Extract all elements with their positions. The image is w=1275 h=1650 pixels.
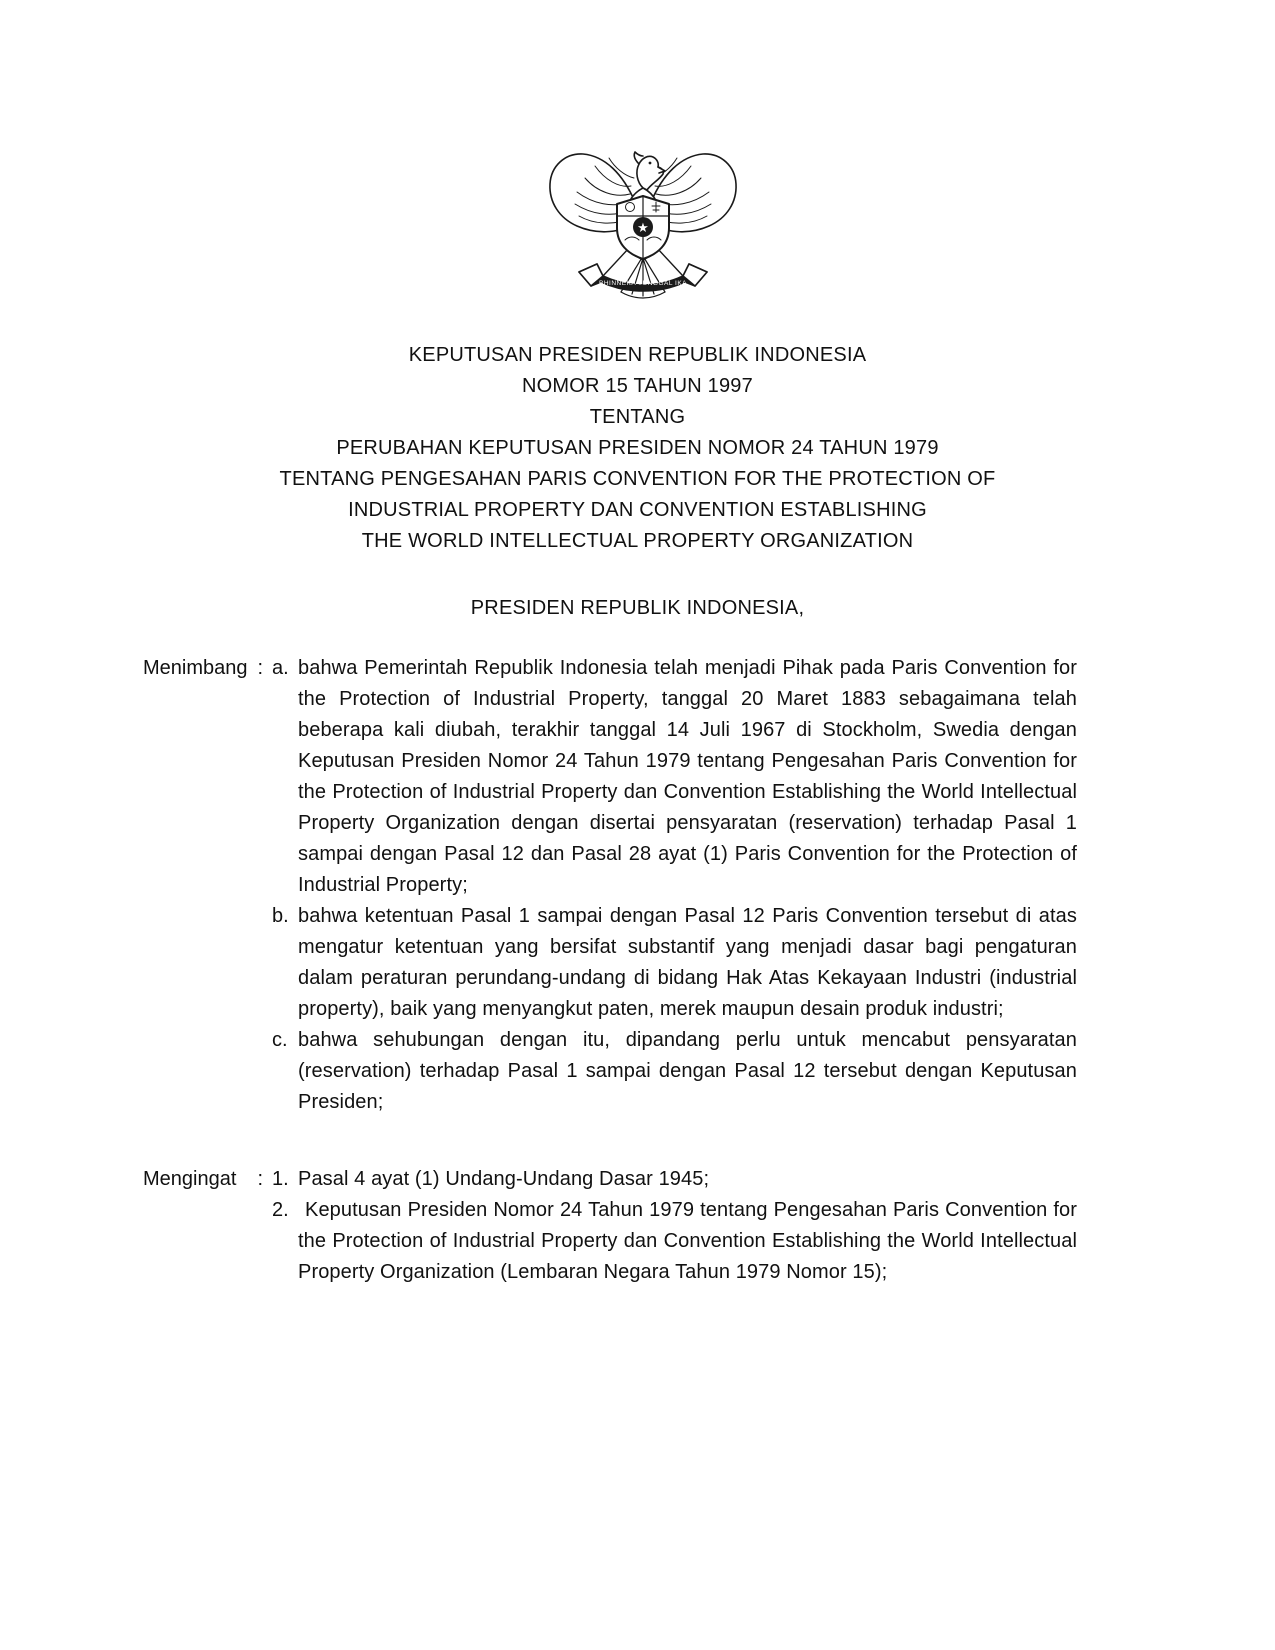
item-text: Pasal 4 ayat (1) Undang-Undang Dasar 1945; (298, 1168, 710, 1190)
clause-label-text: Mengingat (143, 1168, 237, 1190)
clause-label-text: Menimbang (143, 657, 248, 679)
mengingat-items (272, 1164, 1077, 1288)
star-icon: ★ (637, 220, 649, 235)
title-line-4: PERUBAHAN KEPUTUSAN PRESIDEN NOMOR 24 TAHUN 1979 (336, 437, 939, 459)
item-text: bahwa ketentuan Pasal 1 sampai dengan Pasal 12 Paris Convention tersebut di atas mengatur ketentuan yang bersifat substantif yang menjadi dasar bagi pengaturan dalam peraturan perundang-undang di bidang Hak Atas Kekayaan Industri (industrial property), baik yang menyangkut paten, merek maupun desain produk industri; (298, 905, 1077, 1020)
list-item (272, 1195, 1077, 1288)
title-line-2: NOMOR 15 TAHUN 1997 (522, 375, 753, 397)
title-line-1: KEPUTUSAN PRESIDEN REPUBLIK INDONESIA (408, 344, 867, 366)
item-marker: c. (272, 1029, 288, 1051)
salutation: PRESIDEN REPUBLIK INDONESIA, (470, 597, 805, 619)
item-marker: 1. (272, 1168, 289, 1190)
decree-title (0, 340, 1275, 557)
clause-mengingat (143, 1164, 1077, 1288)
list-item (272, 1164, 1077, 1195)
item-text: Keputusan Presiden Nomor 24 Tahun 1979 tentang Pengesahan Paris Convention for the Protection of Industrial Property dan Convention Establishing the World Intellectual Property Organization (Lembaran Negara Tahun 1979 Nomor 15); (298, 1199, 1077, 1283)
motto-text: BHINNEKA TUNGGAL IKA (598, 280, 688, 287)
title-line-6: INDUSTRIAL PROPERTY DAN CONVENTION ESTABLISHING (348, 499, 927, 521)
clause-colon: : (257, 1168, 263, 1190)
clause-label-mengingat (143, 1164, 263, 1195)
item-marker: 2. (272, 1199, 289, 1221)
list-item (272, 901, 1077, 1025)
list-item (272, 653, 1077, 901)
clause-colon: : (257, 657, 263, 679)
pancasila-shield (617, 196, 669, 259)
item-marker: a. (272, 657, 289, 679)
list-item (272, 1025, 1077, 1118)
menimbang-items (272, 653, 1077, 1118)
clause-menimbang (143, 653, 1077, 1118)
title-line-7: THE WORLD INTELLECTUAL PROPERTY ORGANIZATION (361, 530, 914, 552)
title-line-5: TENTANG PENGESAHAN PARIS CONVENTION FOR THE PROTECTION OF (279, 468, 996, 490)
item-text: bahwa sehubungan dengan itu, dipandang perlu untuk mencabut pensyaratan (reservation) terhadap Pasal 1 sampai dengan Pasal 12 tersebut dengan Keputusan Presiden; (298, 1029, 1077, 1113)
item-text: bahwa Pemerintah Republik Indonesia telah menjadi Pihak pada Paris Convention for the Protection of Industrial Property, tanggal 20 Maret 1883 sebagaimana telah beberapa kali diubah, terakhir tanggal 14 Juli 1967 di Stockholm, Swedia dengan Keputusan Presiden Nomor 24 Tahun 1979 tentang Pengesahan Paris Convention for the Protection of Industrial Property dan Convention Establishing the World Intellectual Property Organization dengan disertai pensyaratan (reservation) terhadap Pasal 1 sampai dengan Pasal 12 dan Pasal 28 ayat (1) Paris Convention for the Protection of Industrial Property; (298, 657, 1077, 896)
item-marker: b. (272, 905, 289, 927)
title-line-3: TENTANG (589, 406, 686, 428)
garuda-pancasila-icon (543, 144, 743, 310)
clause-label-menimbang (143, 653, 263, 684)
document-body (143, 653, 1077, 1288)
